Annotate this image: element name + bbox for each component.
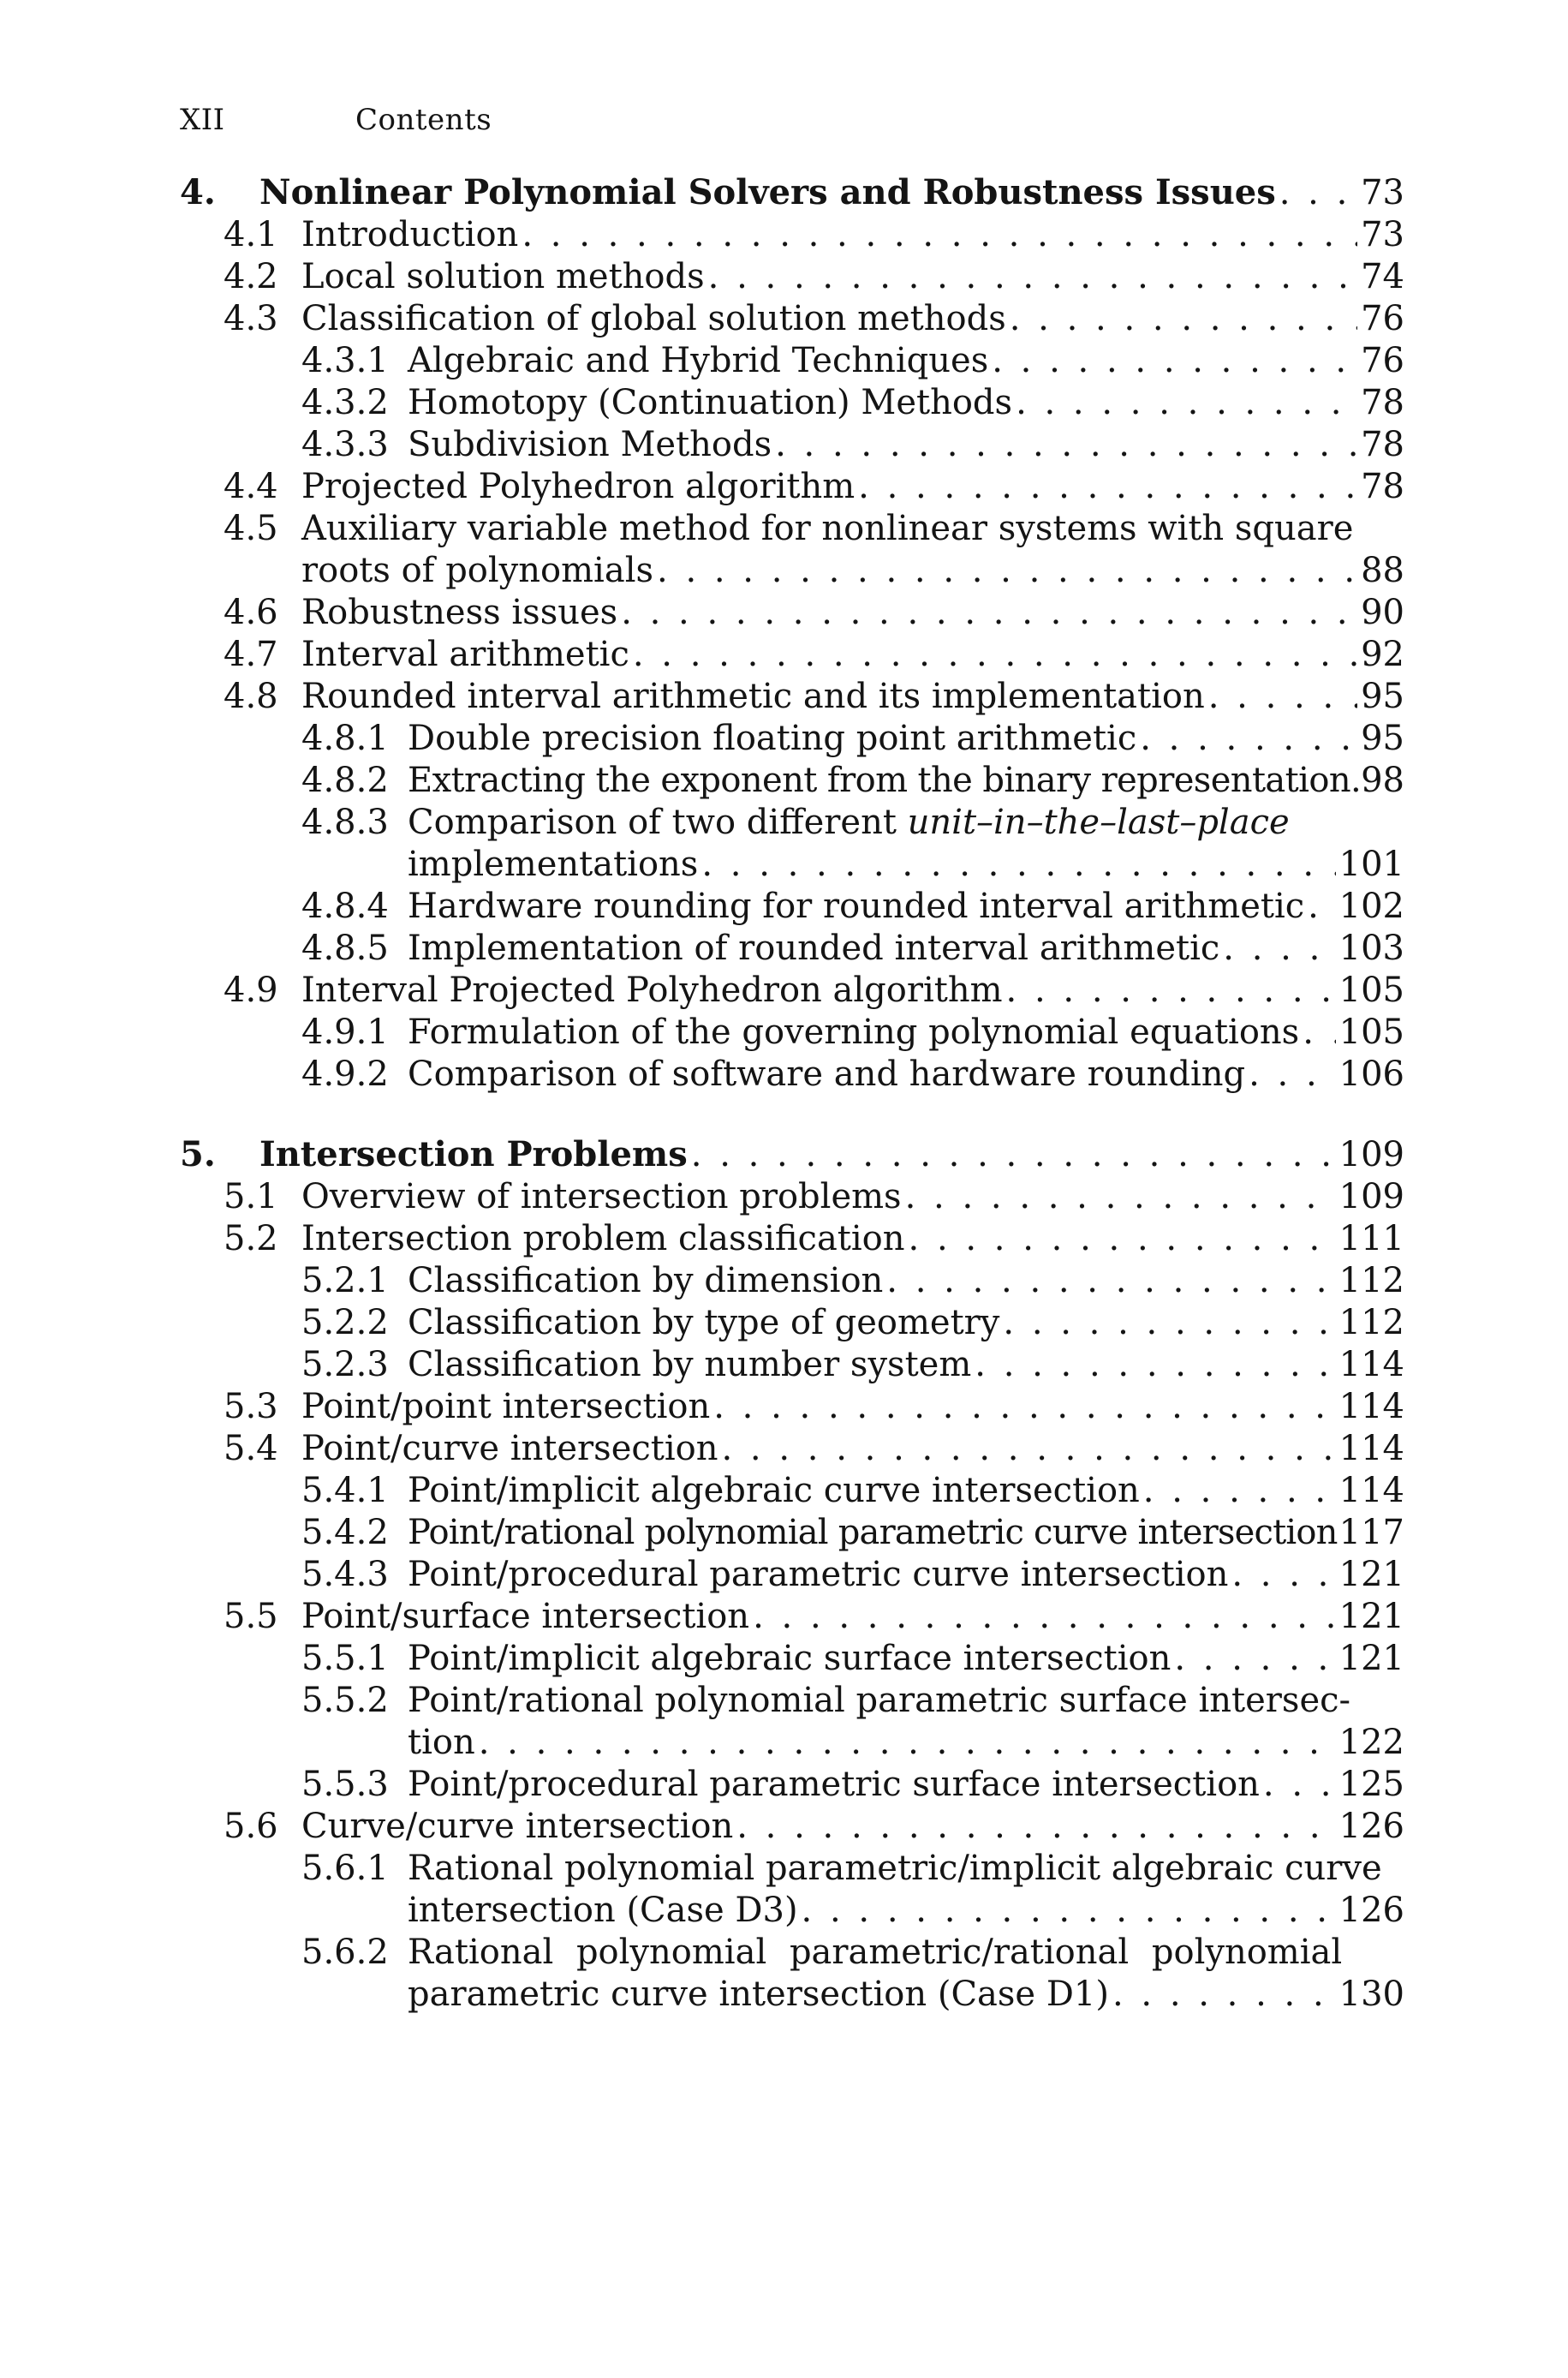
toc-entry-4-3[interactable] [180, 298, 1404, 340]
subsection-page: 105 [1338, 1013, 1404, 1052]
section-page: 92 [1361, 635, 1404, 674]
subsection-title: Implementation of rounded interval arithmetic [408, 929, 1220, 968]
subsection-number: 4.3.3 [301, 425, 389, 464]
section-number: 4.7 [224, 635, 278, 674]
leader-dots [1016, 382, 1357, 424]
section-title: Local solution methods [301, 257, 705, 296]
leader-dots [708, 256, 1357, 298]
subsection-page: 101 [1338, 845, 1404, 884]
subsection-page: 125 [1338, 1765, 1404, 1804]
section-title: Point/point intersection [301, 1387, 711, 1426]
subsection-title-continued: tion [408, 1723, 475, 1762]
toc-entry-4-8-1[interactable] [180, 718, 1404, 760]
leader-dots [975, 1344, 1335, 1386]
leader-dots [657, 550, 1357, 592]
toc-entry-5-5-2-line1[interactable] [180, 1680, 1404, 1722]
subsection-number: 5.6.1 [301, 1849, 389, 1888]
subsection-page: 78 [1361, 425, 1404, 464]
subsection-number: 5.4.3 [301, 1555, 389, 1594]
section-page: 105 [1338, 971, 1404, 1010]
section-number: 4.5 [224, 509, 278, 548]
section-title: Point/surface intersection [301, 1597, 750, 1636]
leader-dots [753, 1596, 1336, 1638]
subsection-page: 102 [1338, 887, 1404, 926]
header-title: Contents [355, 103, 492, 137]
section-page: 121 [1338, 1597, 1404, 1636]
subsection-title: Point/implicit algebraic curve intersection [408, 1471, 1140, 1510]
subsection-number: 5.5.2 [301, 1681, 389, 1720]
subsection-title-continued: implementations [408, 845, 699, 884]
subsection-title: Comparison of two different [408, 803, 897, 842]
toc-entry-5-5[interactable] [180, 1596, 1404, 1638]
section-title: Interval arithmetic [301, 635, 629, 674]
leader-dots [1263, 1764, 1336, 1806]
toc-entry-5-4[interactable] [180, 1428, 1404, 1470]
section-title: Classification of global solution methods [301, 299, 1006, 338]
chapter-page: 73 [1361, 173, 1404, 212]
leader-dots [1010, 298, 1357, 340]
section-page: 88 [1361, 551, 1404, 590]
toc-entry-5-6-1-line1[interactable] [180, 1848, 1404, 1890]
leader-dots [1249, 1054, 1336, 1096]
subsection-title: Point/procedural parametric surface intersection [408, 1765, 1260, 1804]
leader-dots [1174, 1638, 1335, 1680]
section-page: 76 [1361, 299, 1404, 338]
toc-entry-5-6-1-line2[interactable] [180, 1890, 1404, 1932]
leader-dots [691, 1134, 1336, 1176]
subsection-number: 4.3.2 [301, 383, 389, 422]
toc-entry-4-3-3[interactable] [180, 424, 1404, 466]
section-number: 5.4 [224, 1429, 278, 1468]
subsection-page: 114 [1338, 1471, 1404, 1510]
section-number: 4.1 [224, 215, 278, 254]
toc-entry-4-7[interactable] [180, 634, 1404, 676]
toc-entry-4-3-1[interactable] [180, 340, 1404, 382]
section-title: Auxiliary variable method for nonlinear systems with square [301, 509, 1354, 548]
subsection-page: 78 [1361, 383, 1404, 422]
section-page: 73 [1361, 215, 1404, 254]
subsection-page: 76 [1361, 341, 1404, 380]
section-page: 90 [1361, 593, 1404, 632]
leader-dots [1279, 172, 1357, 214]
subsection-title: Classification by type of geometry [408, 1303, 1000, 1342]
subsection-page: 112 [1338, 1303, 1404, 1342]
section-title: Rounded interval arithmetic and its implementation [301, 677, 1205, 716]
toc-entry-4-2[interactable] [180, 256, 1404, 298]
subsection-title: Subdivision Methods [408, 425, 772, 464]
subsection-number: 4.8.5 [301, 929, 389, 968]
section-page: 126 [1338, 1807, 1404, 1846]
toc-entry-4-8[interactable] [180, 676, 1404, 718]
subsection-title: Homotopy (Continuation) Methods [408, 383, 1013, 422]
leader-dots [1140, 718, 1357, 760]
section-title: Curve/curve intersection [301, 1807, 734, 1846]
toc-entry-4-9-1[interactable] [180, 1012, 1404, 1054]
section-number: 4.9 [224, 971, 278, 1010]
subsection-title: Rational polynomial parametric/rational polynomial [408, 1933, 1343, 1972]
subsection-number: 4.8.1 [301, 719, 389, 758]
subsection-number: 4.9.2 [301, 1055, 389, 1094]
running-header [180, 103, 492, 137]
toc-entry-4-8-4[interactable] [180, 886, 1404, 928]
section-page: 95 [1361, 677, 1404, 716]
toc-entry-4-5-line2[interactable] [180, 550, 1404, 592]
toc-entry-4-9[interactable] [180, 970, 1404, 1012]
subsection-title-continued: parametric curve intersection (Case D1) [408, 1975, 1109, 2014]
section-number: 4.2 [224, 257, 278, 296]
leader-dots [1006, 970, 1336, 1012]
section-number: 4.6 [224, 593, 278, 632]
toc-entry-5-2-3[interactable] [180, 1344, 1404, 1386]
leader-dots [802, 1890, 1336, 1932]
subsection-page: 121 [1338, 1555, 1404, 1594]
subsection-number: 4.8.3 [301, 803, 389, 842]
leader-dots [992, 340, 1357, 382]
section-title: Introduction [301, 215, 519, 254]
leader-dots [1143, 1470, 1336, 1512]
subsection-number: 4.3.1 [301, 341, 389, 380]
toc-entry-5-6[interactable] [180, 1806, 1404, 1848]
toc-entry-4-8-5[interactable] [180, 928, 1404, 970]
subsection-title: Comparison of software and hardware rounding [408, 1055, 1246, 1094]
toc-entry-5-5-3[interactable] [180, 1764, 1404, 1806]
section-number: 4.3 [224, 299, 278, 338]
section-number: 5.2 [224, 1219, 278, 1258]
toc-entry-5-6-2-line1[interactable] [180, 1932, 1404, 1974]
toc-entry-4-8-3-line1[interactable] [180, 802, 1404, 844]
section-title: Point/curve intersection [301, 1429, 718, 1468]
section-title: Intersection problem classification [301, 1219, 905, 1258]
leader-dots [1223, 928, 1335, 970]
header-page-number: XII [180, 103, 225, 137]
subsection-page: 117 [1338, 1513, 1404, 1552]
toc-entry-5-4-2[interactable] [180, 1512, 1404, 1554]
subsection-title: Point/rational polynomial parametric curve intersection [408, 1513, 1338, 1552]
toc-entry-5-1[interactable] [180, 1176, 1404, 1218]
subsection-number: 5.6.2 [301, 1933, 389, 1972]
leader-dots [633, 634, 1357, 676]
subsection-page: 112 [1338, 1261, 1404, 1300]
leader-dots [721, 1428, 1335, 1470]
leader-dots [909, 1218, 1336, 1260]
subsection-number: 5.4.1 [301, 1471, 389, 1510]
table-of-contents [180, 171, 1404, 2016]
section-page: 111 [1338, 1219, 1404, 1258]
subsection-page: 121 [1338, 1639, 1404, 1678]
leader-dots [1308, 886, 1335, 928]
section-title: Overview of intersection problems [301, 1177, 902, 1216]
toc-entry-4-8-3-line2[interactable] [180, 844, 1404, 886]
section-number: 4.8 [224, 677, 278, 716]
toc-entry-5-2[interactable] [180, 1218, 1404, 1260]
subsection-title: Hardware rounding for rounded interval arithmetic [408, 887, 1305, 926]
subsection-title-continued: intersection (Case D3) [408, 1891, 798, 1930]
section-page: 78 [1361, 467, 1404, 506]
subsection-title: Point/procedural parametric curve intersection [408, 1555, 1229, 1594]
leader-dots [775, 424, 1357, 466]
chapter-page: 109 [1338, 1135, 1404, 1174]
subsection-title: Algebraic and Hybrid Techniques [408, 341, 989, 380]
section-title: Robustness issues [301, 593, 618, 632]
toc-entry-5-2-1[interactable] [180, 1260, 1404, 1302]
toc-entry-5-4-1[interactable] [180, 1470, 1404, 1512]
subsection-title: Point/rational polynomial parametric surface intersec- [408, 1681, 1351, 1720]
toc-entry-5-2-2[interactable] [180, 1302, 1404, 1344]
subsection-title: Double precision floating point arithmetic [408, 719, 1137, 758]
section-title: Interval Projected Polyhedron algorithm [301, 971, 1003, 1010]
toc-entry-5-3[interactable] [180, 1386, 1404, 1428]
leader-dots [621, 592, 1357, 634]
toc-entry-4-8-2[interactable] [180, 760, 1404, 802]
toc-entry-4-5-line1[interactable] [180, 508, 1404, 550]
toc-entry-4-6[interactable] [180, 592, 1404, 634]
section-page: 114 [1338, 1387, 1404, 1426]
leader-dots [701, 844, 1335, 886]
subsection-page: 103 [1338, 929, 1404, 968]
leader-dots [858, 466, 1357, 508]
leader-dots [479, 1722, 1336, 1764]
leader-dots [1350, 760, 1361, 802]
leader-dots [713, 1386, 1335, 1428]
section-title-continued: roots of polynomials [301, 551, 654, 590]
section-number: 5.6 [224, 1807, 278, 1846]
leader-dots [1208, 676, 1357, 718]
subsection-number: 5.2.2 [301, 1303, 389, 1342]
subsection-title: Formulation of the governing polynomial equations [408, 1013, 1300, 1052]
subsection-title: Extracting the exponent from the binary representation [408, 761, 1350, 800]
subsection-number: 4.8.2 [301, 761, 389, 800]
section-number: 4.4 [224, 467, 278, 506]
chapter-title: Intersection Problems [259, 1134, 688, 1174]
leader-dots [905, 1176, 1336, 1218]
leader-dots [1003, 1302, 1335, 1344]
toc-entry-4-4[interactable] [180, 466, 1404, 508]
leader-dots [1112, 1974, 1336, 2016]
section-title: Projected Polyhedron algorithm [301, 467, 856, 506]
subsection-page: 95 [1361, 719, 1404, 758]
section-page: 74 [1361, 257, 1404, 296]
toc-entry-4-9-2[interactable] [180, 1054, 1404, 1096]
toc-entry-5-6-2-line2[interactable] [180, 1974, 1404, 2016]
subsection-title: Rational polynomial parametric/implicit algebraic curve [408, 1849, 1382, 1888]
section-number: 5.1 [224, 1177, 278, 1216]
subsection-number: 5.5.3 [301, 1765, 389, 1804]
toc-entry-5-5-2-line2[interactable] [180, 1722, 1404, 1764]
chapter-number: 4. [180, 172, 216, 212]
section-number: 5.3 [224, 1387, 278, 1426]
subsection-number: 5.2.3 [301, 1345, 389, 1384]
subsection-page: 106 [1338, 1055, 1404, 1094]
toc-entry-5-4-3[interactable] [180, 1554, 1404, 1596]
leader-dots [886, 1260, 1335, 1302]
subsection-page: 130 [1338, 1975, 1404, 2014]
subsection-number: 4.9.1 [301, 1013, 389, 1052]
section-page: 109 [1338, 1177, 1404, 1216]
subsection-title: Classification by dimension [408, 1261, 884, 1300]
subsection-number: 5.4.2 [301, 1513, 389, 1552]
subsection-page: 126 [1338, 1891, 1404, 1930]
leader-dots [1303, 1012, 1335, 1054]
chapter-number: 5. [180, 1134, 216, 1174]
section-number: 5.5 [224, 1597, 278, 1636]
subsection-page: 114 [1338, 1345, 1404, 1384]
leader-dots [1231, 1554, 1335, 1596]
leader-dots [736, 1806, 1335, 1848]
toc-entry-4-3-2[interactable] [180, 382, 1404, 424]
subsection-title-italic: unit–in–the–last–place [907, 803, 1290, 842]
subsection-page: 122 [1338, 1723, 1404, 1762]
subsection-number: 4.8.4 [301, 887, 389, 926]
chapter-5-entry[interactable] [180, 1133, 1404, 1176]
toc-entry-4-1[interactable] [180, 214, 1404, 256]
chapter-title: Nonlinear Polynomial Solvers and Robustness Issues [259, 172, 1276, 212]
subsection-number: 5.2.1 [301, 1261, 389, 1300]
toc-entry-5-5-1[interactable] [180, 1638, 1404, 1680]
chapter-4-entry[interactable] [180, 171, 1404, 214]
section-page: 114 [1338, 1429, 1404, 1468]
subsection-title: Classification by number system [408, 1345, 972, 1384]
leader-dots [522, 214, 1357, 256]
subsection-title: Point/implicit algebraic surface intersection [408, 1639, 1172, 1678]
subsection-number: 5.5.1 [301, 1639, 389, 1678]
subsection-page: 98 [1361, 761, 1404, 800]
